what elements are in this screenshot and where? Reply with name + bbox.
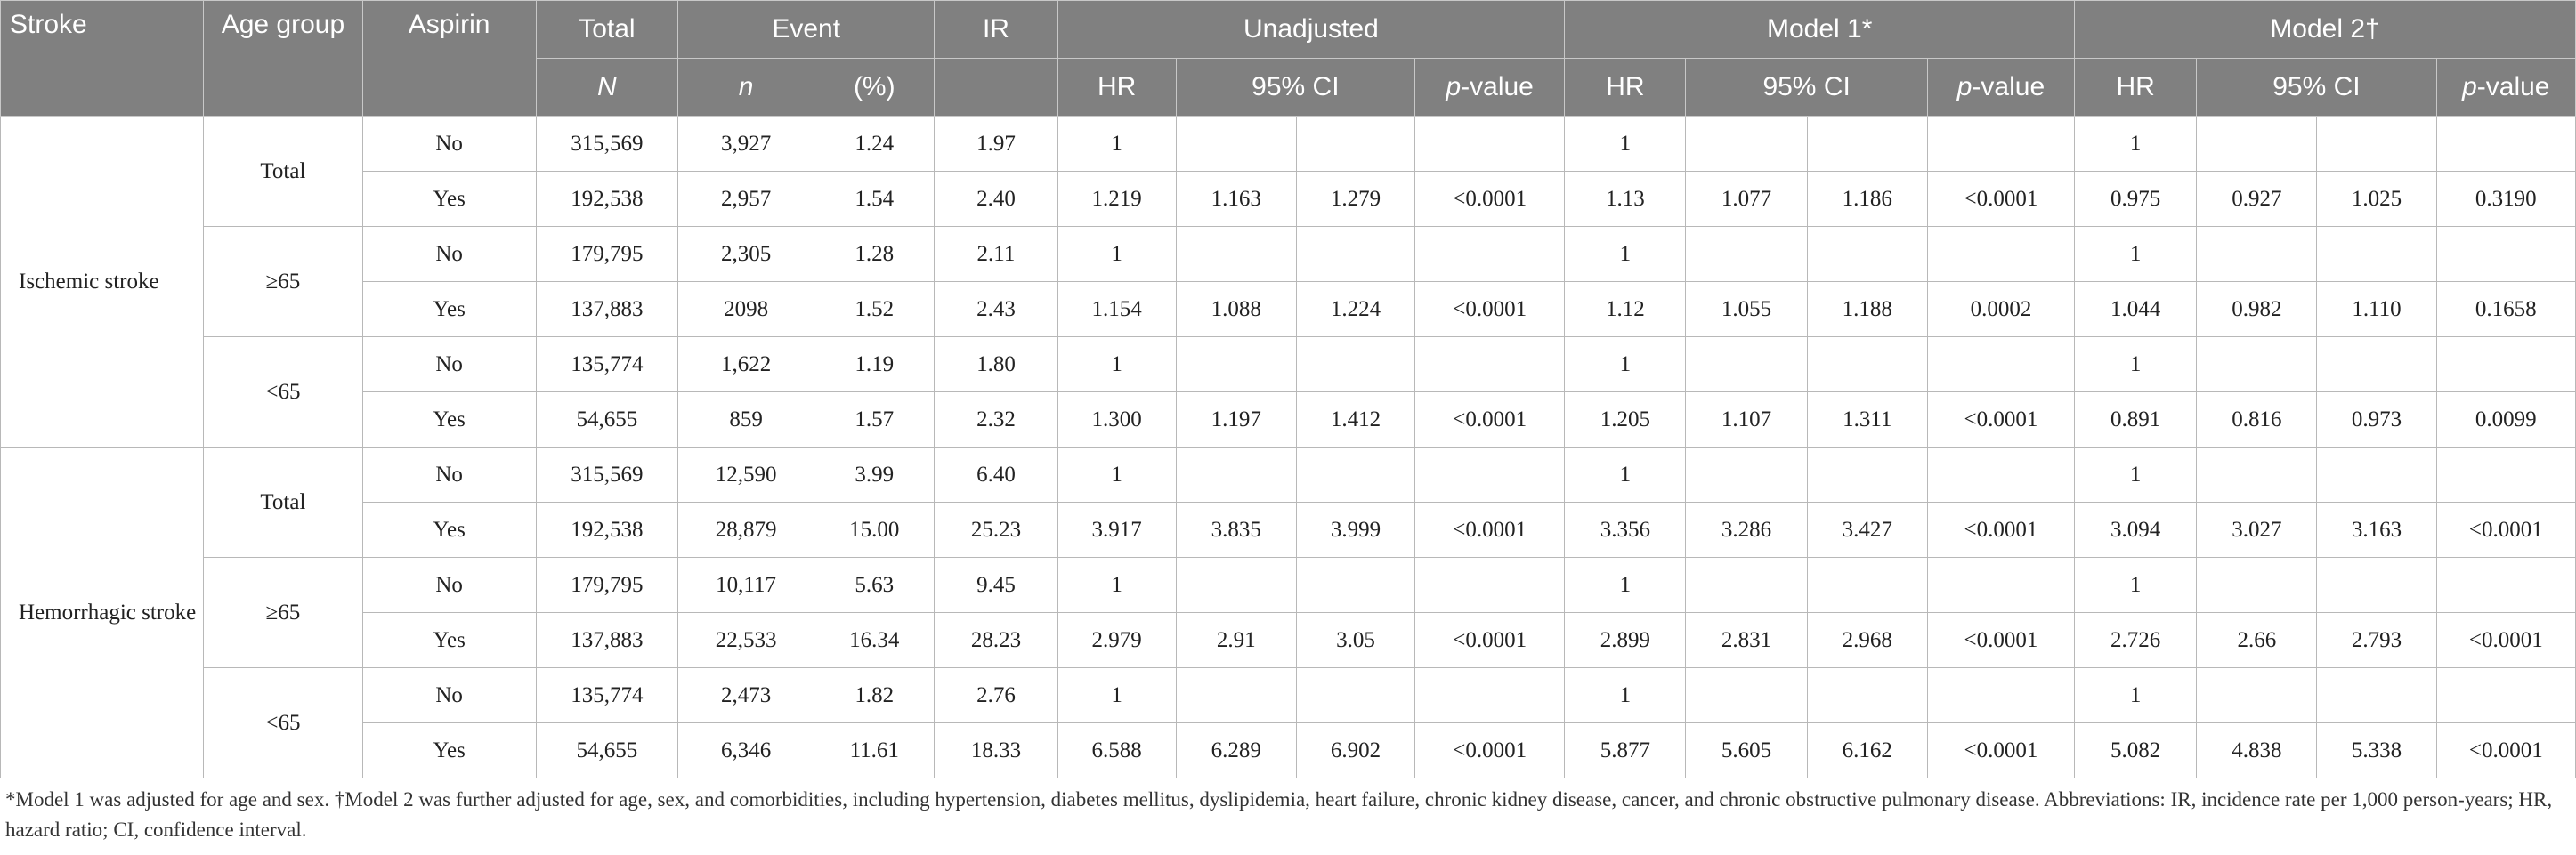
cell-n: 2098 bbox=[677, 282, 814, 337]
cell-aspirin: No bbox=[362, 558, 536, 613]
cell-pct: 1.54 bbox=[814, 172, 935, 227]
cell-u-lo: 6.289 bbox=[1176, 723, 1296, 778]
cell-m2-hr: 1 bbox=[2075, 227, 2197, 282]
cell-m2-lo: 2.66 bbox=[2197, 613, 2317, 668]
cell-u-lo bbox=[1176, 558, 1296, 613]
cell-m2-hr: 2.726 bbox=[2075, 613, 2197, 668]
cell-m1-hi bbox=[1807, 558, 1927, 613]
cell-ir: 2.76 bbox=[935, 668, 1057, 723]
subheader-m2-ci: 95% CI bbox=[2197, 59, 2436, 117]
cell-u-lo bbox=[1176, 227, 1296, 282]
cell-m1-hr: 2.899 bbox=[1565, 613, 1686, 668]
cell-age-group: <65 bbox=[204, 668, 362, 778]
cell-pct: 16.34 bbox=[814, 613, 935, 668]
cell-m1-lo bbox=[1686, 337, 1807, 392]
cell-m1-hi bbox=[1807, 337, 1927, 392]
cell-pct: 1.57 bbox=[814, 392, 935, 448]
cell-m2-hr: 1 bbox=[2075, 668, 2197, 723]
cell-m2-lo bbox=[2197, 227, 2317, 282]
cell-m2-hr: 1 bbox=[2075, 558, 2197, 613]
subheader-m1-p bbox=[1927, 59, 2074, 117]
cell-m2-lo bbox=[2197, 117, 2317, 172]
subheader-m2-p bbox=[2436, 59, 2575, 117]
cell-m2-hi bbox=[2317, 337, 2436, 392]
cell-aspirin: Yes bbox=[362, 503, 536, 558]
cell-u-lo bbox=[1176, 448, 1296, 503]
cell-m1-hr: 1.13 bbox=[1565, 172, 1686, 227]
p-label: p bbox=[2462, 72, 2477, 101]
cell-m2-hi: 2.793 bbox=[2317, 613, 2436, 668]
cell-m1-lo: 3.286 bbox=[1686, 503, 1807, 558]
cell-m2-p bbox=[2436, 558, 2575, 613]
cell-u-hi: 3.05 bbox=[1296, 613, 1414, 668]
cell-N: 179,795 bbox=[536, 227, 677, 282]
table-row bbox=[1, 117, 2576, 172]
cell-u-hr: 1 bbox=[1057, 668, 1176, 723]
cell-n: 28,879 bbox=[677, 503, 814, 558]
cell-u-lo bbox=[1176, 668, 1296, 723]
subheader-m2-hr: HR bbox=[2075, 59, 2197, 117]
cell-m2-hr: 0.975 bbox=[2075, 172, 2197, 227]
cell-m2-hi: 3.163 bbox=[2317, 503, 2436, 558]
cell-N: 54,655 bbox=[536, 723, 677, 778]
cell-aspirin: No bbox=[362, 668, 536, 723]
cell-u-hi bbox=[1296, 668, 1414, 723]
table-row bbox=[1, 337, 2576, 392]
header-unadjusted: Unadjusted bbox=[1057, 1, 1565, 59]
cell-u-p bbox=[1415, 558, 1565, 613]
cell-m2-p: 0.1658 bbox=[2436, 282, 2575, 337]
cell-ir: 6.40 bbox=[935, 448, 1057, 503]
cell-n: 6,346 bbox=[677, 723, 814, 778]
cell-u-hr: 1 bbox=[1057, 448, 1176, 503]
cell-u-lo bbox=[1176, 337, 1296, 392]
cell-ir: 9.45 bbox=[935, 558, 1057, 613]
cell-aspirin: Yes bbox=[362, 613, 536, 668]
subheader-unadj-hr: HR bbox=[1057, 59, 1176, 117]
cell-u-p: <0.0001 bbox=[1415, 613, 1565, 668]
cell-u-hr: 1.154 bbox=[1057, 282, 1176, 337]
cell-pct: 3.99 bbox=[814, 448, 935, 503]
cell-m1-hi: 1.188 bbox=[1807, 282, 1927, 337]
cell-n: 3,927 bbox=[677, 117, 814, 172]
cell-N: 179,795 bbox=[536, 558, 677, 613]
cell-m1-hr: 1 bbox=[1565, 117, 1686, 172]
subheader-unadj-p bbox=[1415, 59, 1565, 117]
cell-m1-lo bbox=[1686, 448, 1807, 503]
cell-pct: 15.00 bbox=[814, 503, 935, 558]
p-suffix: -value bbox=[1461, 72, 1534, 101]
cell-m1-lo bbox=[1686, 558, 1807, 613]
cell-m1-hr: 5.877 bbox=[1565, 723, 1686, 778]
cell-n: 859 bbox=[677, 392, 814, 448]
cell-ir: 2.43 bbox=[935, 282, 1057, 337]
cell-u-hi: 1.279 bbox=[1296, 172, 1414, 227]
cell-m2-hr: 1.044 bbox=[2075, 282, 2197, 337]
cell-m2-hr: 0.891 bbox=[2075, 392, 2197, 448]
cell-stroke-type: Ischemic stroke bbox=[1, 117, 204, 448]
cell-m2-hr: 1 bbox=[2075, 117, 2197, 172]
cell-N: 137,883 bbox=[536, 613, 677, 668]
cell-aspirin: No bbox=[362, 337, 536, 392]
subheader-m1-hr: HR bbox=[1565, 59, 1686, 117]
table-row bbox=[1, 723, 2576, 778]
cell-N: 137,883 bbox=[536, 282, 677, 337]
cell-m1-lo: 5.605 bbox=[1686, 723, 1807, 778]
cell-n: 2,305 bbox=[677, 227, 814, 282]
subheader-m1-ci: 95% CI bbox=[1686, 59, 1927, 117]
cell-age-group: Total bbox=[204, 448, 362, 558]
cell-u-lo: 1.163 bbox=[1176, 172, 1296, 227]
cell-m2-p bbox=[2436, 337, 2575, 392]
cell-u-lo: 1.088 bbox=[1176, 282, 1296, 337]
cell-m1-hr: 3.356 bbox=[1565, 503, 1686, 558]
cell-m2-p: 0.3190 bbox=[2436, 172, 2575, 227]
cell-m2-p bbox=[2436, 117, 2575, 172]
cell-m1-p: <0.0001 bbox=[1927, 723, 2074, 778]
cell-m1-p bbox=[1927, 117, 2074, 172]
cell-m1-lo bbox=[1686, 668, 1807, 723]
header-model2: Model 2† bbox=[2075, 1, 2576, 59]
cell-m1-hr: 1.12 bbox=[1565, 282, 1686, 337]
cell-age-group: ≥65 bbox=[204, 227, 362, 337]
cell-m2-hi bbox=[2317, 117, 2436, 172]
cell-m2-lo bbox=[2197, 668, 2317, 723]
cell-m2-lo bbox=[2197, 558, 2317, 613]
cell-m1-hi: 6.162 bbox=[1807, 723, 1927, 778]
p-suffix: -value bbox=[1972, 72, 2045, 101]
cell-m2-hi: 0.973 bbox=[2317, 392, 2436, 448]
table-row bbox=[1, 613, 2576, 668]
header-stroke: Stroke bbox=[1, 1, 204, 117]
cell-ir: 2.40 bbox=[935, 172, 1057, 227]
cell-m1-hi bbox=[1807, 448, 1927, 503]
cell-u-p: <0.0001 bbox=[1415, 172, 1565, 227]
cell-pct: 1.24 bbox=[814, 117, 935, 172]
cell-N: 135,774 bbox=[536, 668, 677, 723]
cell-m2-hi bbox=[2317, 558, 2436, 613]
header-age-group: Age group bbox=[204, 1, 362, 117]
cell-u-hi bbox=[1296, 558, 1414, 613]
cell-u-lo: 1.197 bbox=[1176, 392, 1296, 448]
cell-u-hr: 1 bbox=[1057, 558, 1176, 613]
cell-m1-p: <0.0001 bbox=[1927, 392, 2074, 448]
cell-m1-hi bbox=[1807, 668, 1927, 723]
cell-pct: 11.61 bbox=[814, 723, 935, 778]
cell-m1-hr: 1.205 bbox=[1565, 392, 1686, 448]
cell-aspirin: Yes bbox=[362, 723, 536, 778]
cell-m2-p: 0.0099 bbox=[2436, 392, 2575, 448]
cell-m1-lo: 1.077 bbox=[1686, 172, 1807, 227]
header-ir: IR bbox=[935, 1, 1057, 59]
cell-ir: 25.23 bbox=[935, 503, 1057, 558]
table-header bbox=[1, 1, 2576, 117]
cell-u-hi: 1.412 bbox=[1296, 392, 1414, 448]
cell-m2-p bbox=[2436, 668, 2575, 723]
p-label: p bbox=[1446, 72, 1462, 101]
cell-m1-hi: 3.427 bbox=[1807, 503, 1927, 558]
cell-m1-hi: 2.968 bbox=[1807, 613, 1927, 668]
table-row bbox=[1, 392, 2576, 448]
cell-N: 315,569 bbox=[536, 448, 677, 503]
header-aspirin: Aspirin bbox=[362, 1, 536, 117]
cell-pct: 5.63 bbox=[814, 558, 935, 613]
cell-u-p: <0.0001 bbox=[1415, 723, 1565, 778]
subheader-unadj-ci: 95% CI bbox=[1176, 59, 1414, 117]
table-row bbox=[1, 558, 2576, 613]
cell-m1-lo: 1.107 bbox=[1686, 392, 1807, 448]
cell-aspirin: No bbox=[362, 448, 536, 503]
cell-ir: 28.23 bbox=[935, 613, 1057, 668]
cell-u-hr: 1 bbox=[1057, 337, 1176, 392]
cell-u-hr: 2.979 bbox=[1057, 613, 1176, 668]
cell-N: 54,655 bbox=[536, 392, 677, 448]
cell-m2-hr: 1 bbox=[2075, 448, 2197, 503]
cell-aspirin: No bbox=[362, 227, 536, 282]
cell-u-p bbox=[1415, 227, 1565, 282]
cell-m1-lo bbox=[1686, 227, 1807, 282]
cell-age-group: Total bbox=[204, 117, 362, 227]
cell-ir: 1.80 bbox=[935, 337, 1057, 392]
cell-m1-p bbox=[1927, 227, 2074, 282]
table-row bbox=[1, 448, 2576, 503]
table-row bbox=[1, 503, 2576, 558]
cell-m2-lo: 0.816 bbox=[2197, 392, 2317, 448]
cell-u-p: <0.0001 bbox=[1415, 392, 1565, 448]
cell-m1-p bbox=[1927, 558, 2074, 613]
cell-pct: 1.52 bbox=[814, 282, 935, 337]
cell-n: 22,533 bbox=[677, 613, 814, 668]
cell-m2-hr: 1 bbox=[2075, 337, 2197, 392]
cell-m2-lo bbox=[2197, 448, 2317, 503]
cell-m1-lo: 1.055 bbox=[1686, 282, 1807, 337]
table-row bbox=[1, 668, 2576, 723]
cell-u-p: <0.0001 bbox=[1415, 503, 1565, 558]
cell-m2-p: <0.0001 bbox=[2436, 723, 2575, 778]
subheader-pct: (%) bbox=[814, 59, 935, 117]
cell-n: 2,957 bbox=[677, 172, 814, 227]
cell-n: 1,622 bbox=[677, 337, 814, 392]
cell-u-hr: 6.588 bbox=[1057, 723, 1176, 778]
cell-stroke-type: Hemorrhagic stroke bbox=[1, 448, 204, 778]
table-body bbox=[1, 117, 2576, 778]
cell-pct: 1.19 bbox=[814, 337, 935, 392]
cell-N: 315,569 bbox=[536, 117, 677, 172]
cell-m2-lo bbox=[2197, 337, 2317, 392]
cell-ir: 1.97 bbox=[935, 117, 1057, 172]
cell-aspirin: Yes bbox=[362, 392, 536, 448]
cell-u-hi: 3.999 bbox=[1296, 503, 1414, 558]
cell-m2-hr: 5.082 bbox=[2075, 723, 2197, 778]
cell-u-p bbox=[1415, 337, 1565, 392]
cell-m1-lo: 2.831 bbox=[1686, 613, 1807, 668]
cell-m2-lo: 0.982 bbox=[2197, 282, 2317, 337]
cell-ir: 18.33 bbox=[935, 723, 1057, 778]
cell-N: 192,538 bbox=[536, 172, 677, 227]
cell-u-hr: 3.917 bbox=[1057, 503, 1176, 558]
cell-m2-hi: 1.025 bbox=[2317, 172, 2436, 227]
subheader-ir-blank bbox=[935, 59, 1057, 117]
cell-m1-hr: 1 bbox=[1565, 668, 1686, 723]
cell-m1-p: <0.0001 bbox=[1927, 503, 2074, 558]
cell-m2-hi bbox=[2317, 668, 2436, 723]
table-footnote: *Model 1 was adjusted for age and sex. †Model 2 was further adjusted for age, sex, and comorbidities, including hypertension, diabetes mellitus, dyslipidemia, heart failure, chronic kidney disease, cancer, and chronic obstructive pulmonary disease. Abbreviations: IR, incidence rate per 1,000 person-years; HR, hazard ratio; CI, confidence interval. bbox=[5, 788, 2553, 841]
cell-m2-lo: 3.027 bbox=[2197, 503, 2317, 558]
cell-m1-hi bbox=[1807, 117, 1927, 172]
cell-u-p bbox=[1415, 117, 1565, 172]
cell-m1-hr: 1 bbox=[1565, 337, 1686, 392]
cell-u-lo bbox=[1176, 117, 1296, 172]
cell-m2-hi bbox=[2317, 448, 2436, 503]
cell-m2-hi: 1.110 bbox=[2317, 282, 2436, 337]
cell-aspirin: Yes bbox=[362, 282, 536, 337]
header-event: Event bbox=[677, 1, 934, 59]
cell-m2-p: <0.0001 bbox=[2436, 613, 2575, 668]
table-row bbox=[1, 227, 2576, 282]
cell-m2-lo: 4.838 bbox=[2197, 723, 2317, 778]
cell-m2-p: <0.0001 bbox=[2436, 503, 2575, 558]
header-total: Total bbox=[536, 1, 677, 59]
cell-u-lo: 3.835 bbox=[1176, 503, 1296, 558]
cell-m1-hi bbox=[1807, 227, 1927, 282]
cell-m1-hi: 1.186 bbox=[1807, 172, 1927, 227]
cell-u-p bbox=[1415, 448, 1565, 503]
cell-m1-hr: 1 bbox=[1565, 558, 1686, 613]
cell-pct: 1.28 bbox=[814, 227, 935, 282]
cell-u-hi bbox=[1296, 448, 1414, 503]
cell-N: 135,774 bbox=[536, 337, 677, 392]
cell-n: 10,117 bbox=[677, 558, 814, 613]
cell-aspirin: Yes bbox=[362, 172, 536, 227]
cell-u-p bbox=[1415, 668, 1565, 723]
p-label: p bbox=[1956, 72, 1973, 101]
subheader-N: N bbox=[536, 59, 677, 117]
p-suffix: -value bbox=[2476, 72, 2550, 101]
cell-u-hr: 1.300 bbox=[1057, 392, 1176, 448]
cell-u-hr: 1.219 bbox=[1057, 172, 1176, 227]
cell-age-group: ≥65 bbox=[204, 558, 362, 668]
cell-u-hi: 6.902 bbox=[1296, 723, 1414, 778]
cell-m1-p bbox=[1927, 448, 2074, 503]
cell-u-hr: 1 bbox=[1057, 227, 1176, 282]
cell-m1-hi: 1.311 bbox=[1807, 392, 1927, 448]
cell-m1-p: 0.0002 bbox=[1927, 282, 2074, 337]
cell-m2-p bbox=[2436, 448, 2575, 503]
cell-u-hi: 1.224 bbox=[1296, 282, 1414, 337]
cell-m1-p: <0.0001 bbox=[1927, 613, 2074, 668]
header-model1: Model 1* bbox=[1565, 1, 2075, 59]
cell-ir: 2.11 bbox=[935, 227, 1057, 282]
cell-m2-lo: 0.927 bbox=[2197, 172, 2317, 227]
cell-n: 12,590 bbox=[677, 448, 814, 503]
cell-aspirin: No bbox=[362, 117, 536, 172]
table-row bbox=[1, 282, 2576, 337]
cell-m1-hr: 1 bbox=[1565, 227, 1686, 282]
cell-u-p: <0.0001 bbox=[1415, 282, 1565, 337]
cell-m1-p bbox=[1927, 668, 2074, 723]
cell-m2-hi bbox=[2317, 227, 2436, 282]
cell-u-lo: 2.91 bbox=[1176, 613, 1296, 668]
cell-pct: 1.82 bbox=[814, 668, 935, 723]
cell-u-hi bbox=[1296, 337, 1414, 392]
cell-u-hi bbox=[1296, 117, 1414, 172]
cell-ir: 2.32 bbox=[935, 392, 1057, 448]
cell-m2-hr: 3.094 bbox=[2075, 503, 2197, 558]
cell-u-hi bbox=[1296, 227, 1414, 282]
cell-m2-p bbox=[2436, 227, 2575, 282]
cell-m1-lo bbox=[1686, 117, 1807, 172]
cell-n: 2,473 bbox=[677, 668, 814, 723]
table-row bbox=[1, 172, 2576, 227]
subheader-n: n bbox=[677, 59, 814, 117]
cell-m2-hi: 5.338 bbox=[2317, 723, 2436, 778]
cell-m1-hr: 1 bbox=[1565, 448, 1686, 503]
cell-u-hr: 1 bbox=[1057, 117, 1176, 172]
cell-N: 192,538 bbox=[536, 503, 677, 558]
cell-m1-p: <0.0001 bbox=[1927, 172, 2074, 227]
cell-m1-p bbox=[1927, 337, 2074, 392]
cell-age-group: <65 bbox=[204, 337, 362, 448]
